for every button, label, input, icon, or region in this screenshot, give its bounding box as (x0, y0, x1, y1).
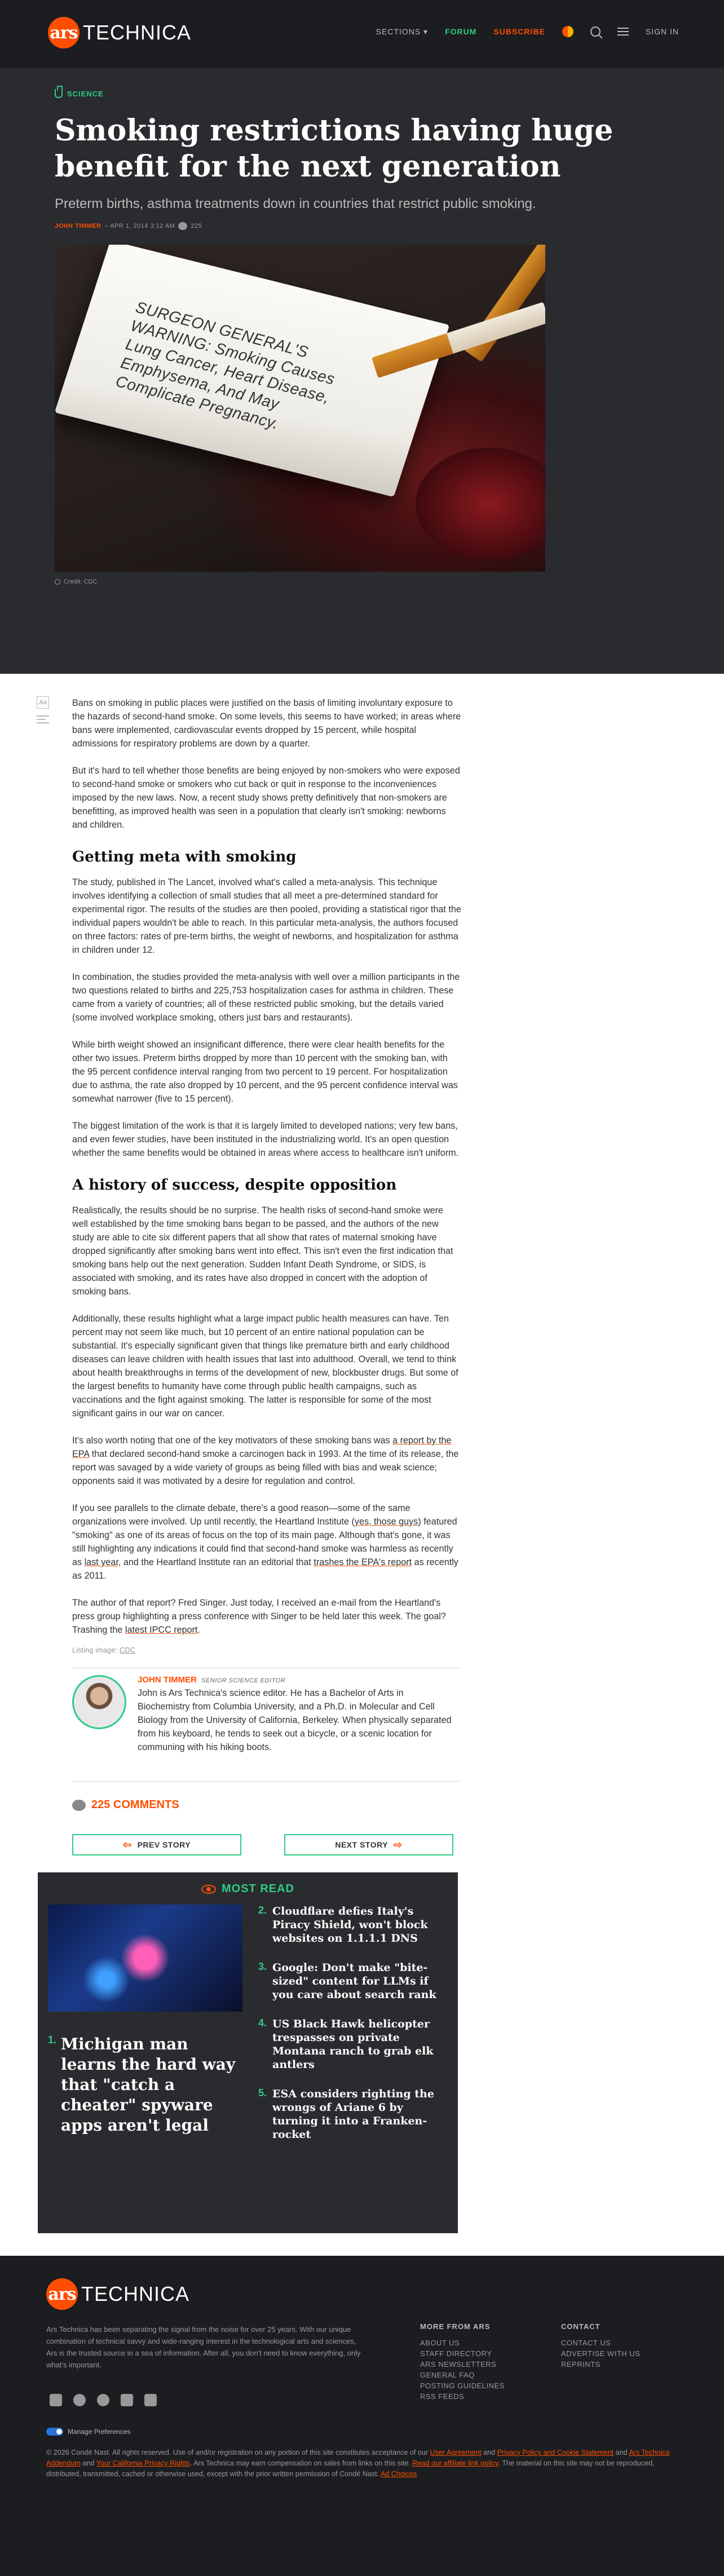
flask-icon (55, 89, 63, 98)
author-bio: John is Ars Technica's science editor. He has a Bachelor of Arts in Biochemistry from Columbia University, and a Ph.D. in Molecular and Cell Biology from the University of California, Berkeley. When physically separated from his keyboard, he tends to seek out a bicycle, or a scenic location for communing with his hiking boots. (138, 1688, 452, 1752)
next-story-label: NEXT STORY (335, 1840, 389, 1849)
social-links (50, 2394, 157, 2406)
footer-link-staff-directory[interactable]: STAFF DIRECTORY (420, 2349, 492, 2358)
privacy-policy-link[interactable]: Privacy Policy and Cookie Statement (497, 2449, 614, 2456)
author-name[interactable]: JOHN TIMMER (138, 1675, 197, 1685)
listing-label: Listing image: (72, 1646, 120, 1654)
author-box (72, 1668, 461, 1782)
warning-label: SURGEON GENERAL'S WARNING: Smoking Causes Lung Cancer, Heart Disease, Emphysema, And May Complicate Pregnancy. (113, 298, 337, 433)
user-agreement-link[interactable]: User Agreement (430, 2449, 482, 2456)
logo-text: TECHNICA (81, 2282, 190, 2305)
text: If you see parallels to the climate debate, there's a good reason—some of the same organizations were involved. Up until recently, the Heartland Institute ( (72, 1503, 410, 1527)
image-credit-text: Credit: CDC (64, 578, 98, 585)
item-title: ESA considers righting the wrongs of Ariane 6 by turning it into a Franken-rocket (272, 2088, 434, 2141)
footer-link-newsletters[interactable]: ARS NEWSLETTERS (420, 2360, 497, 2369)
paragraph: In combination, the studies provided the meta-analysis with well over a million participants in the two questions related to births and 225,753 hospitalization cases for asthma in children. These came from a variety of countries; all of these restricted public smoking, but the details varied (some involved workplace smoking, others just bars and restaurants). (72, 972, 460, 1023)
sign-in-link[interactable]: SIGN IN (645, 27, 679, 36)
prev-story-button[interactable] (72, 1834, 241, 1855)
text: that declared second-hand smoke a carcinogen back in 1993. At the time of its release, the report was savaged by a wide variety of groups as being filled with bias and weak science; opponents said it was motivated by a desire for regulation and control. (72, 1449, 459, 1486)
text: The author of that report? Fred Singer. Just today, I received an e-mail from the Heartland's press group highlighting a press conference with Singer to be held later this week. The goal? Trashing the (72, 1598, 446, 1635)
footer-heading: MORE FROM ARS (420, 2322, 491, 2331)
logo-mark: ars (48, 17, 80, 48)
arrow-right-icon: ⇨ (394, 1839, 403, 1850)
nav-forum-link[interactable]: FORUM (445, 27, 477, 36)
article-tools (37, 696, 49, 723)
comments-link[interactable] (72, 1799, 461, 1811)
footer-link-about-us[interactable]: ABOUT US (420, 2339, 460, 2347)
hero-image (55, 245, 545, 572)
manage-preferences-label: Manage Preferences (68, 2428, 131, 2436)
text: ) featured "smoking" as one of its areas of focus on the top of its main page. Although that's gone, it was still highlighting any indications it could find that second-hand smoke was harmless as recently as (72, 1517, 457, 1567)
paragraph: Realistically, the results should be no surprise. The health risks of second-hand smoke were well established by the time smoking bans began to be passed, and the authors of the new study are able to cite six different papers that all show that rates of maternal smoking have dropped significantly after smoking bans went into effect. This isn't even the first indication that smoking bans help out the next generation. Sudden Infant Death Syndrome, or SIDS, is associated with smoking, and its rates have also dropped in concert with the adoption of smoking bans. (72, 1205, 453, 1297)
footer-link-faq[interactable]: GENERAL FAQ (420, 2371, 475, 2379)
paragraph: Additionally, these results highlight what a large impact public health measures can have. Ten percent may not seem like much, but 10 percent of an entire national population can be substantial. It's especially significant given that things like premature birth and early childhood diseases can leave children with health issues that last into adulthood. Overall, we tend to think about health breakthroughs in terms of the development of new, blockbuster drugs. But some of the largest benefits to humanity have come through public health campaigns, such as vaccinations and the fight against smoking. The latter is responsible for some of the most significant gains in our war on cancer. (72, 1314, 458, 1419)
most-read-item-3[interactable] (258, 1961, 448, 2001)
most-read-thumbnail[interactable] (48, 1905, 242, 2012)
section-label: SCIENCE (67, 89, 104, 98)
byline (55, 222, 669, 230)
most-read-item-2[interactable] (258, 1905, 448, 1945)
footer-heading: CONTACT (561, 2322, 601, 2331)
text: as recently as 2011. (72, 1557, 458, 1581)
listing-credit-link[interactable]: CDC (119, 1646, 135, 1654)
bluesky-icon[interactable] (50, 2394, 62, 2406)
section-heading: Getting meta with smoking (72, 849, 297, 865)
paragraph: Bans on smoking in public places were justified on the basis of limiting involuntary exposure to the hazards of second-hand smoke. On some levels, this seems to have worked; in areas where bans were implemented, cardiovascular events dropped by 15 percent, while hospital admissions for respiratory problems are down by a quarter. (72, 698, 461, 749)
text: and (80, 2459, 96, 2467)
byline-author[interactable]: JOHN TIMMER (55, 223, 101, 229)
eye-icon (201, 1885, 216, 1894)
search-icon[interactable] (590, 26, 601, 37)
hamburger-menu-icon[interactable] (617, 28, 629, 36)
paragraph (72, 1434, 461, 1488)
text: . The material on this site may not be reproduced, distributed, transmitted, cached or otherwise used, except with the prior written permission of Condé Nast. (46, 2459, 655, 2478)
youtube-icon[interactable] (121, 2394, 133, 2406)
addendum-link[interactable]: Ars Technica Addendum (46, 2449, 670, 2467)
text: , and the Heartland Institute ran an editorial that (118, 1557, 314, 1567)
comment-bubble-icon (72, 1800, 86, 1811)
article-dek: Preterm births, asthma treatments down in countries that restrict public smoking. (55, 196, 536, 211)
item-number: 2. (258, 1905, 267, 1916)
text: . Ars Technica may earn compensation on sales from links on this site. (189, 2459, 413, 2467)
section-tag[interactable] (55, 89, 669, 98)
nav-sections-menu[interactable]: SECTIONS ▾ (376, 26, 429, 36)
legal-text (46, 2447, 678, 2480)
facebook-icon[interactable] (97, 2394, 109, 2406)
ashtray-shape (416, 448, 545, 560)
instagram-icon[interactable] (144, 2394, 157, 2406)
manage-preferences[interactable] (46, 2428, 130, 2436)
item-title: Google: Don't make "bite-sized" content for LLMs if you care about search rank (272, 1961, 436, 2001)
image-credit (55, 578, 669, 585)
footer-link-contact-us[interactable]: CONTACT US (561, 2339, 611, 2347)
comment-bubble-icon[interactable] (178, 222, 187, 230)
mastodon-icon[interactable] (73, 2394, 86, 2406)
trashes-report-link[interactable]: trashes the EPA's report (314, 1557, 412, 1567)
site-logo[interactable] (48, 17, 191, 48)
list-view-icon[interactable] (37, 715, 49, 723)
section-heading: A history of success, despite opposition (72, 1177, 397, 1194)
most-read-item-4[interactable] (258, 2017, 448, 2071)
theme-toggle-icon[interactable] (562, 26, 573, 37)
paragraph (72, 1596, 461, 1637)
arrow-left-icon: ⇦ (122, 1839, 132, 1850)
article-hero (0, 68, 724, 674)
california-rights-link[interactable]: Your California Privacy Rights (96, 2459, 190, 2467)
next-story-button[interactable] (284, 1834, 453, 1855)
byline-comment-count[interactable]: 225 (191, 223, 202, 229)
article-title: Smoking restrictions having huge benefit for the next generation (55, 113, 613, 184)
story-nav (72, 1834, 453, 1855)
listing-image-credit (72, 1646, 461, 1654)
most-read-title: MOST READ (222, 1883, 294, 1895)
footer-more-column (420, 2322, 505, 2403)
item-title: US Black Hawk helicopter trespasses on private Montana ranch to grab elk antlers (272, 2018, 434, 2071)
comments-count-label: 225 COMMENTS (91, 1799, 179, 1811)
most-read-item-5[interactable] (258, 2087, 448, 2141)
avatar[interactable] (72, 1675, 126, 1729)
ipcc-report-link[interactable]: latest IPCC report (125, 1625, 198, 1635)
logo-mark: ars (46, 2278, 78, 2310)
item-title: Cloudflare defies Italy's Piracy Shield, won't block websites on 1.1.1.1 DNS (272, 1905, 428, 1945)
item-number: 1. (48, 2034, 57, 2045)
site-footer (0, 2256, 724, 2576)
affiliate-policy-link[interactable]: Read our affiliate link policy (412, 2459, 498, 2467)
footer-link-rss[interactable]: RSS FEEDS (420, 2392, 465, 2401)
privacy-toggle-icon (46, 2428, 63, 2436)
footer-contact-column (561, 2322, 640, 2371)
paragraph: While birth weight showed an insignificant difference, there were clear health benefits for the other two issues. Preterm births dropped by more than 10 percent with the smoking ban, with the 95 percent confidence interval ranging from two percent to 19 percent. For hospitalization due to asthma, the rate also dropped by 10 percent, and the 95 percent confidence interval was somewhat narrower (five to 15 percent). (72, 1040, 458, 1104)
text: . (197, 1625, 201, 1635)
article-body (0, 674, 724, 2233)
top-nav (0, 0, 724, 68)
logo-text: TECHNICA (83, 21, 192, 44)
footer-link-reprints[interactable]: REPRINTS (561, 2360, 601, 2369)
epa-report-link[interactable]: a report by the EPA (72, 1435, 452, 1459)
credit-icon (55, 579, 60, 585)
most-read-heading (48, 1883, 448, 1895)
footer-link-posting-guidelines[interactable]: POSTING GUIDELINES (420, 2381, 505, 2390)
author-title: SENIOR SCIENCE EDITOR (201, 1677, 286, 1684)
ad-choices-link[interactable]: Ad Choices (380, 2470, 417, 2478)
text: © 2026 Condé Nast. All rights reserved. Use of and/or registration on any portion of this site constitutes acceptance of our (46, 2449, 430, 2456)
item-number: 5. (258, 2087, 267, 2098)
nav-links (376, 26, 679, 37)
byline-date: – APR 1, 2014 3:12 AM (104, 223, 175, 229)
text: It's also worth noting that one of the key motivators of these smoking bans was (72, 1435, 393, 1446)
footer-about: Ars Technica has been separating the signal from the noise for over 25 years. With our unique combination of technical savvy and wide-ranging interest in the technological arts and sciences, Ars is the trusted source in a sea of information. After all, you don't need to know everything, only what's important. (46, 2325, 361, 2369)
paragraph: The biggest limitation of the work is that it is largely limited to developed nations; very few bans, and even fewer studies, have been instituted in the industrializing world. It's an open question whether the same benefits would be obtained in areas where access to healthcare isn't uniform. (72, 1121, 459, 1158)
footer-link-advertise[interactable]: ADVERTISE WITH US (561, 2349, 641, 2358)
those-guys-link[interactable]: yes, those guys (354, 1517, 418, 1527)
item-number: 3. (258, 1961, 267, 1972)
item-number: 4. (258, 2017, 267, 2029)
paragraph (72, 1501, 461, 1583)
most-read-module (38, 1872, 458, 2233)
prev-story-label: PREV STORY (137, 1840, 191, 1849)
article-content (72, 696, 461, 1855)
most-read-item-1[interactable] (48, 2034, 242, 2136)
nav-subscribe-link[interactable]: SUBSCRIBE (493, 27, 545, 36)
text-settings-icon[interactable]: Aa (37, 696, 49, 709)
footer-logo[interactable] (46, 2278, 189, 2310)
item-title: Michigan man learns the hard way that "catch a cheater" spyware apps aren't legal (61, 2035, 236, 2135)
last-year-link[interactable]: last year (84, 1557, 118, 1567)
text: and (481, 2449, 497, 2456)
text: and (613, 2449, 629, 2456)
paragraph: But it's hard to tell whether those benefits are being enjoyed by non-smokers who were exposed to second-hand smoke or smokers who cut back or quit in response to the inconveniences imposed by the new laws. Now, a recent study shows pretty definitively that non-smokers are benefitting, as improved health was seen in a population that clearly isn't smoking: newborns and children. (72, 766, 460, 830)
paragraph: The study, published in The Lancet, involved what's called a meta-analysis. This technique involves identifying a collection of small studies that all meet a pre-determined standard for experimental rigor. The results of the studies are then pooled, providing a statistical rigor that the individual papers wouldn't be able to reach. In this particular meta-analysis, the authors focused on three factors: rates of pre-term births, the weight of newborns, and hospitalization for asthma in children under 12. (72, 877, 461, 955)
